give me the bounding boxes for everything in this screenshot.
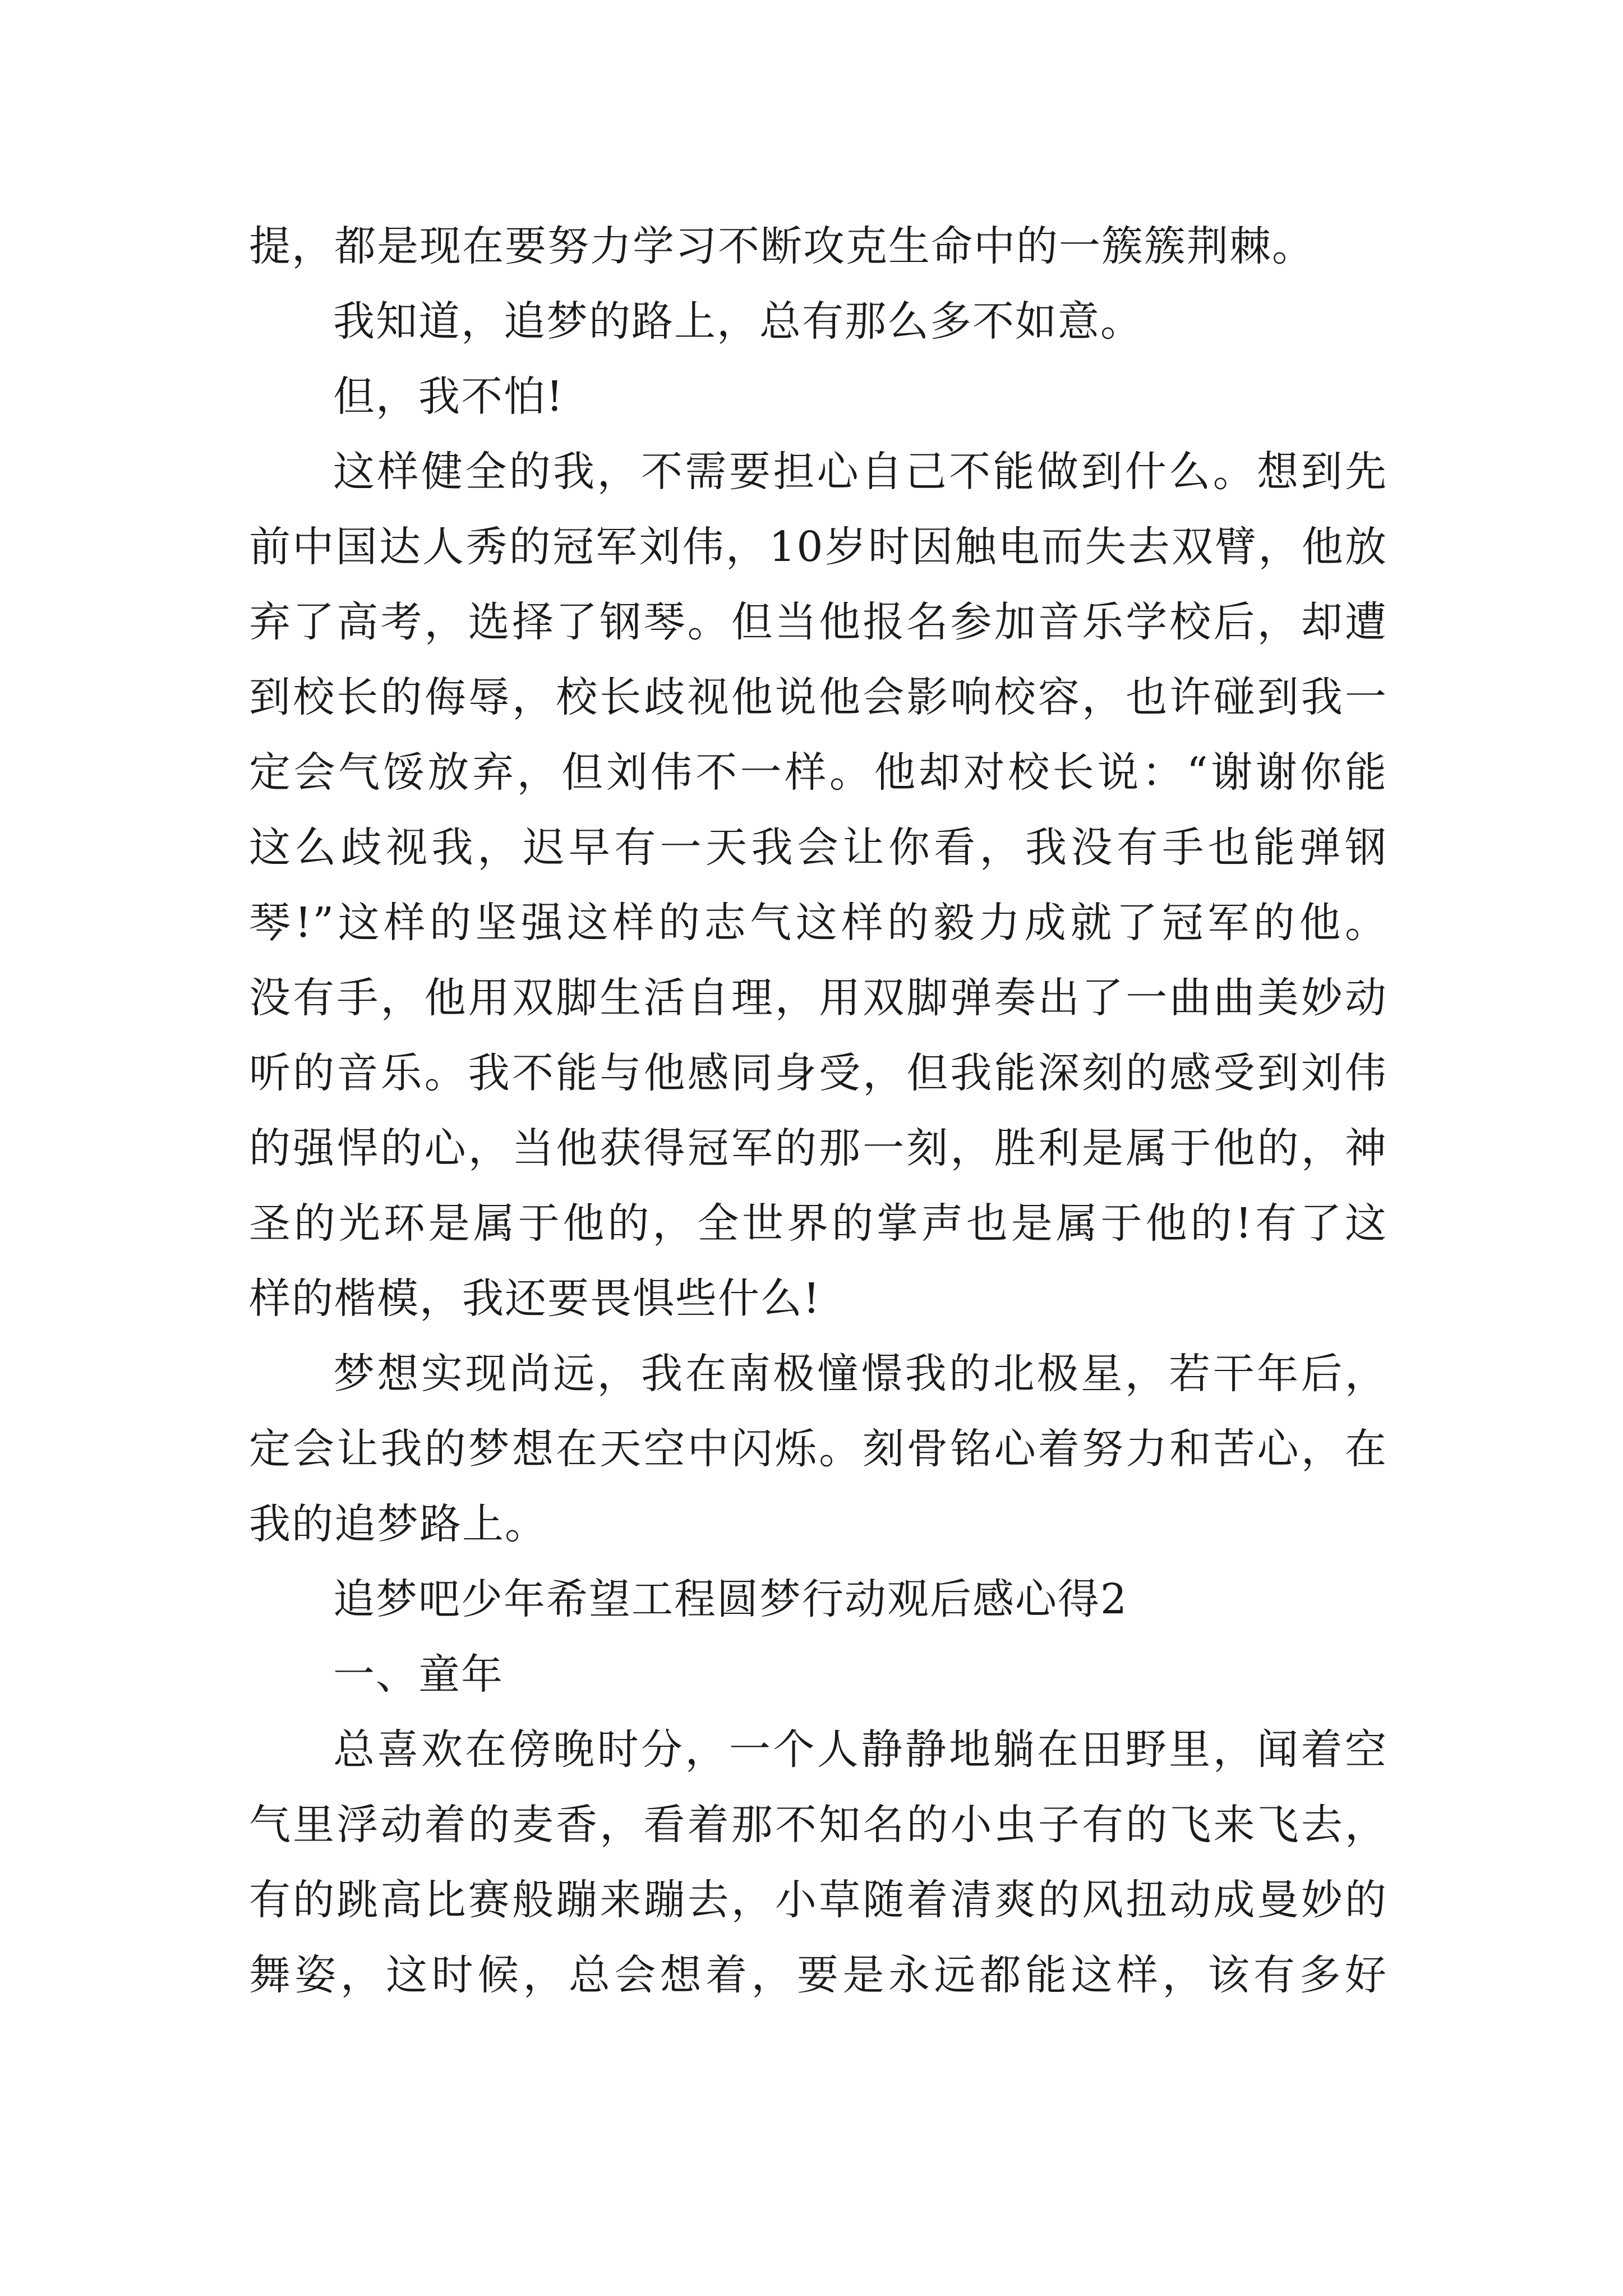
- text-line: 这么歧视我，迟早有一天我会让你看，我没有手也能弹钢: [249, 823, 1387, 872]
- document-body: [249, 209, 1387, 2013]
- text-line: 但，我不怕!: [333, 372, 564, 421]
- text-line: 琴!”这样的坚强这样的志气这样的毅力成就了冠军的他。: [249, 899, 1387, 947]
- text-line: 提，都是现在要努力学习不断攻克生命中的一簇簇荆棘。: [249, 222, 1315, 270]
- text-line: 前中国达人秀的冠军刘伟，10岁时因触电而失去双臂，他放: [249, 523, 1387, 571]
- text-line: 我知道，追梦的路上，总有那么多不如意。: [333, 297, 1143, 346]
- text-line: 定会让我的梦想在天空中闪烁。刻骨铭心着努力和苦心，在: [249, 1425, 1387, 1473]
- text-line: 一、童年: [333, 1650, 504, 1699]
- text-line: 到校长的侮辱，校长歧视他说他会影响校容，也许碰到我一: [249, 673, 1387, 721]
- text-line: 有的跳高比赛般蹦来蹦去，小草随着清爽的风扭动成曼妙的: [249, 1876, 1387, 1924]
- text-line: 追梦吧少年希望工程圆梦行动观后感心得2: [333, 1575, 1128, 1623]
- text-line: 的强悍的心，当他获得冠军的那一刻，胜利是属于他的，神: [249, 1124, 1387, 1172]
- text-line: 气里浮动着的麦香，看着那不知名的小虫子有的飞来飞去，: [249, 1801, 1387, 1849]
- text-line: 样的楷模，我还要畏惧些什么!: [249, 1274, 821, 1323]
- text-line: 总喜欢在傍晚时分，一个人静静地躺在田野里，闻着空: [333, 1726, 1387, 1774]
- text-line: 听的音乐。我不能与他感同身受，但我能深刻的感受到刘伟: [249, 1049, 1387, 1097]
- text-line: 弃了高考，选择了钢琴。但当他报名参加音乐学校后，却遭: [249, 598, 1387, 646]
- text-line: 没有手，他用双脚生活自理，用双脚弹奏出了一曲曲美妙动: [249, 974, 1387, 1022]
- text-line: 舞姿，这时候，总会想着，要是永远都能这样，该有多好: [249, 1951, 1387, 1999]
- text-line: 梦想实现尚远，我在南极憧憬我的北极星，若干年后，: [333, 1350, 1387, 1398]
- text-line: 圣的光环是属于他的，全世界的掌声也是属于他的!有了这: [249, 1199, 1387, 1248]
- text-line: 这样健全的我，不需要担心自己不能做到什么。想到先: [333, 448, 1387, 496]
- text-line: 我的追梦路上。: [249, 1500, 547, 1548]
- text-line: 定会气馁放弃，但刘伟不一样。他却对校长说：“谢谢你能: [249, 748, 1387, 797]
